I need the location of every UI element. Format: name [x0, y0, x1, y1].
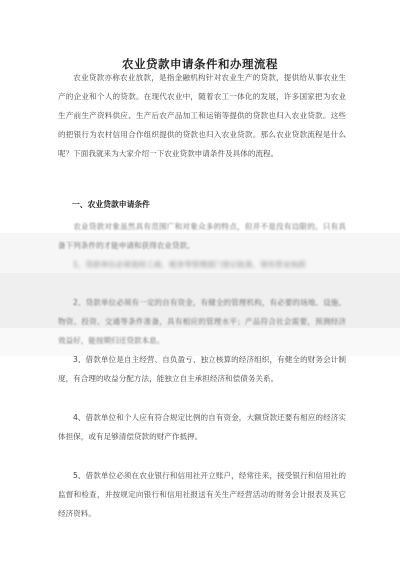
section-heading: 一、农业贷款申请条件 — [72, 200, 150, 209]
condition-item-5 — [58, 466, 346, 523]
target-text: 农业贷款对象虽然具有范围广和对象众多的特点，但并不是没有边限的。只有具备下列条件的才能申请和获得农业贷款。 — [58, 222, 346, 250]
condition-text: 1、贷款单位必须是经工商、税务等管理部门登记批准、领有营业执照 — [73, 260, 306, 269]
condition-item-4 — [58, 408, 346, 446]
condition-item-2 — [58, 293, 346, 350]
condition-text: 3、借款单位是自主经营、自负盈亏、独立核算的经济组织，有健全的财务会计制度，有合理的收益分配方法，能独立自主承担经济和偿债务关系。 — [58, 355, 346, 383]
intro-text: 农业贷款亦称农业放款，是指金融机构针对农业生产的贷款，提供给从事农业生产的企业和个人的贷款。在现代农业中，随着农工一体化的发展，许多国家把为农业生产前生产资料供应、生产后农产品加工和运销等提供的贷款也归入农业贷款。这些的把银行为农村信用合作组织提供的贷款也归入农业贷款。那么农业贷款流程是什么呢？下面我就来为大家介绍一下农业贷款申请条件及具体的流程。 — [58, 73, 346, 158]
condition-item-1 — [58, 255, 346, 274]
condition-text: 2、贷款单位必须有一定的自有资金，有健全的管理机构，有必要的场地、设施、物资、投资、交通等条件准备，具有相应的管理水平；产品符合社会需要，预测经济效益好，能按期归还贷款本息。 — [58, 298, 346, 345]
target-paragraph — [58, 217, 346, 255]
condition-item-3 — [58, 350, 346, 388]
intro-paragraph — [58, 68, 346, 163]
document-title: 农业贷款申请条件和办理流程 — [122, 57, 278, 71]
condition-text: 4、借款单位和个人应有符合规定比例的自有资金，大额贷款还要有相应的经济实体担保，或有足够清偿贷款的财产作抵押。 — [58, 413, 346, 441]
condition-text: 5、借款单位必须在农业银行和信用社开立账户，经常往来，接受银行和信用社的监督和检查，并按规定向银行和信用社报送有关生产经营活动的财务会计报表及其它经济资料。 — [58, 471, 346, 518]
